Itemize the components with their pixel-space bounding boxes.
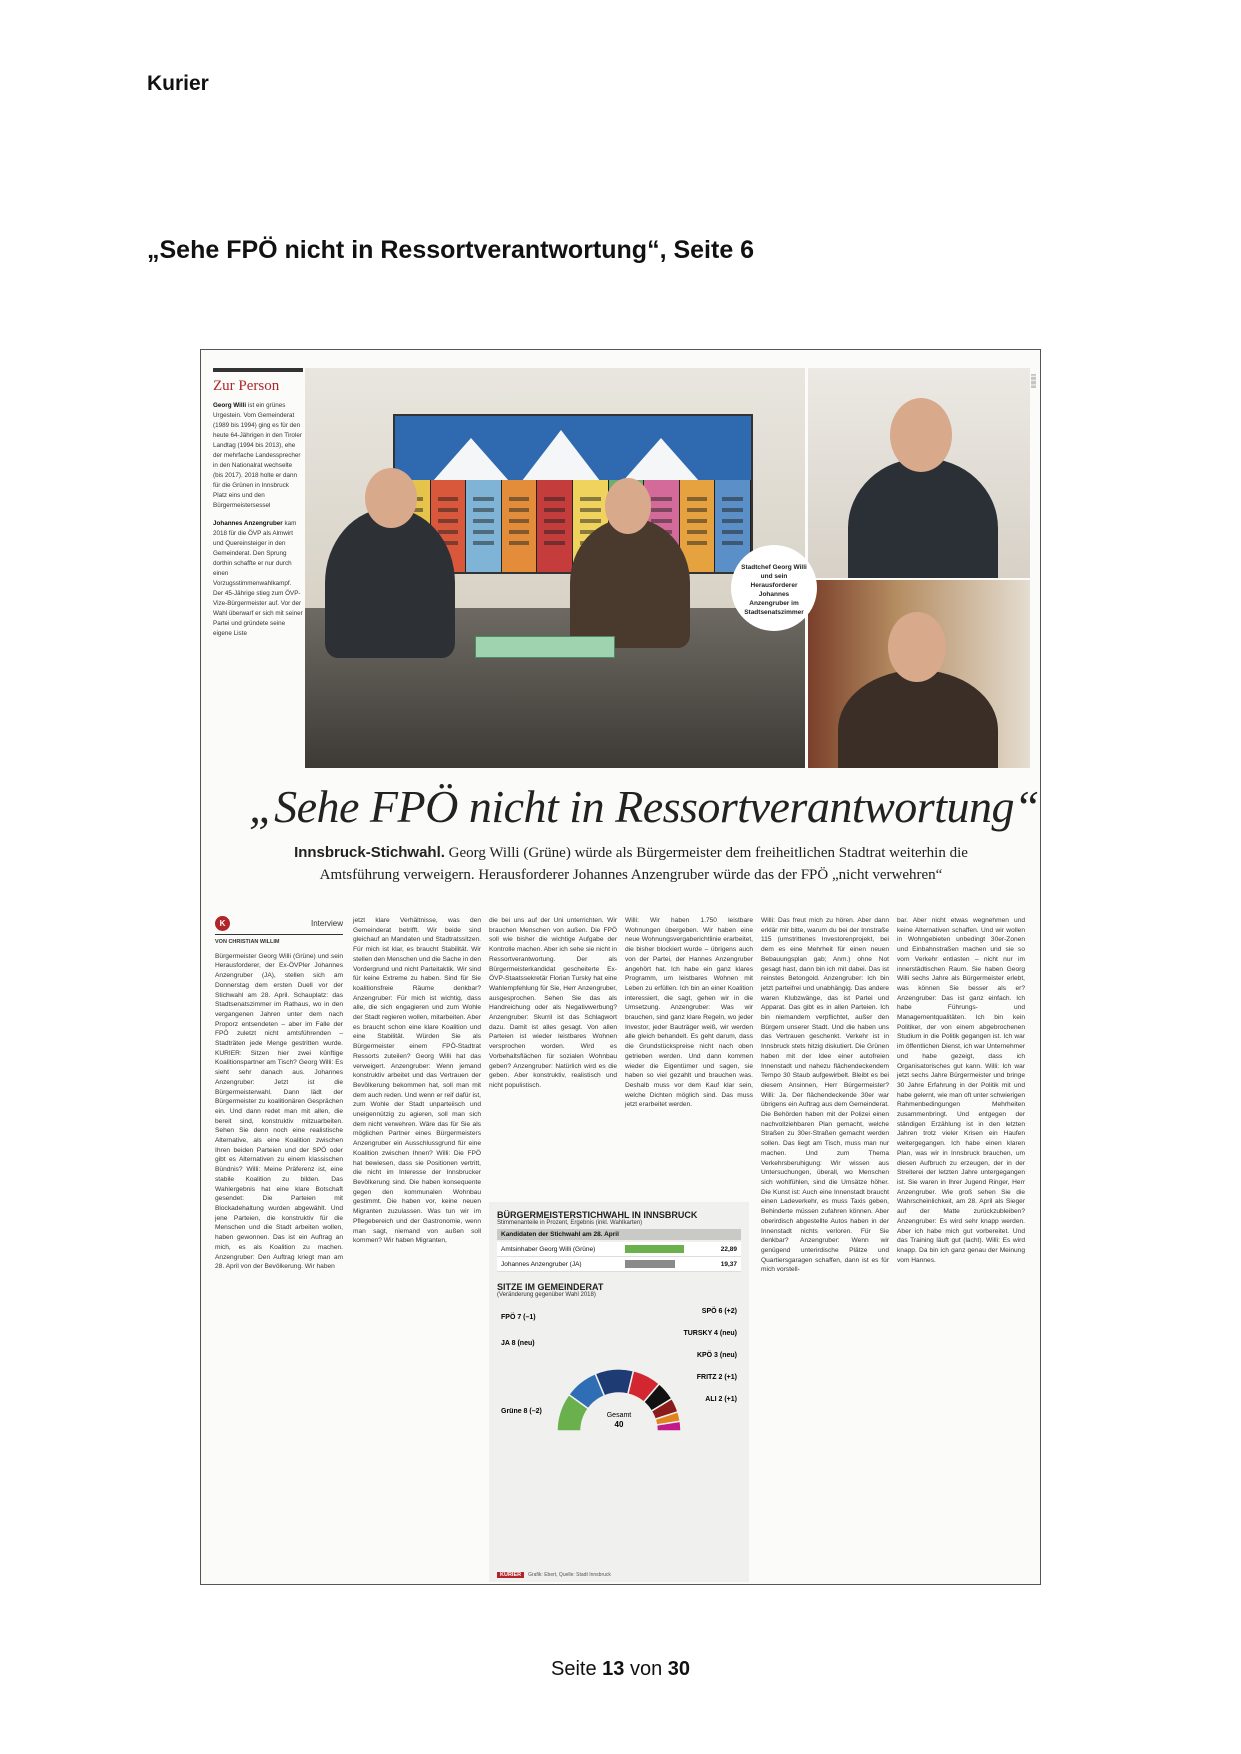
seats-subtitle: (Veränderung gegenüber Wahl 2018) — [497, 1292, 596, 1298]
kurier-logo: KURIER — [497, 1572, 524, 1578]
sidebar-rule — [213, 368, 303, 372]
newspaper-clipping — [200, 349, 1041, 1585]
portrait-willi-photo — [808, 368, 1030, 578]
painting-house — [466, 480, 502, 572]
portrait-anzengruber-body — [838, 670, 998, 768]
article-column-5 — [761, 916, 889, 1275]
article-column-1 — [215, 916, 343, 1272]
candidate-name: Amtsinhaber Georg Willi (Grüne) — [501, 1245, 596, 1253]
candidate-bar — [625, 1260, 675, 1268]
article-column-6 — [897, 916, 1025, 1265]
party-label: TURSKY 4 (neu) — [683, 1330, 737, 1337]
source-text: Grafik: Ebert, Quelle: Stadt Innsbruck — [528, 1572, 611, 1578]
footer-total: 30 — [667, 1658, 691, 1680]
dek — [261, 842, 1001, 886]
anzengruber-name: Johannes Anzengruber — [213, 520, 283, 527]
sidebar-anzengruber — [213, 519, 303, 639]
party-label: KPÖ 3 (neu) — [696, 1352, 737, 1359]
chart-source — [497, 1572, 611, 1578]
willi-name: Georg Willi — [213, 402, 247, 409]
column-text: Willi: Das freut mich zu hören. Aber dann erklär mir bitte, warum du bei der Innstraße 115 (umstrittenes Investorenprojekt, bei dem es eine Mehrheit für einen neuen Bebauungsplan gab; Anm.) ohne Not gesagt hast, dann bin ich mit dabei. Das ist reinstes Betongold. Anzengruber: Ich bin jetzt parteifrei und unabhängig. Das andere waren Klubzwänge, das ist Partei und Apparat. Das gibt es in allen Parteien. Ich bin niemandem verpflichtet, außer den Bürgern unserer Stadt. Und die haben uns das Vertrauen geschenkt. Verkehr ist in Innsbruck stets hitzig diskutiert. Die Grünen haben mit der Idee einer autofreien Innenstadt und nahezu flächendeckendem Tempo 30 Staub aufgewirbelt. Bleibt es bei diesem Ansinnen, Herr Bürgermeister? Willi: Ja. Der flächendeckende 30er war übrigens ein Auftrag aus dem Gemeinderat. Die Behörden haben mit der Polizei einen nachvollziehbaren Plan gemacht, welche Straßen zu 30er-Straßen gemacht werden sollen. Das liegt am Tisch, muss man nur machen. Und zum Thema Verkehrsberuhigung: Wir wissen aus Untersuchungen, überall, wo Menschen sich wohlfühlen, sind die Umsätze höher. Die Kunst ist: Auch eine Innenstadt braucht einen Ladeverkehr, es muss Taxis geben, Behinderte müssen zufahren können. Aber oberirdisch abgestellte Autos haben in der Innenstadt nichts verloren. Für Sie denkbar? Anzengruber: Wenn wir genügend unterirdische Plätze und Quartiersgaragen schaffen, dann ist es für mich vorstell- — [761, 917, 889, 1274]
party-label: ALI 2 (+1) — [705, 1396, 737, 1403]
chart-subtitle: Stimmenanteile in Prozent, Ergebnis (inkl. Wahlkarten) — [497, 1220, 643, 1226]
publication-name: Kurier — [147, 72, 209, 95]
article-column-2 — [353, 916, 481, 1246]
chart-band: Kandidaten der Stichwahl am 28. April — [497, 1229, 741, 1240]
willi-bio: ist ein grünes Urgestein. Vom Gemeinderat (1989 bis 1994) ging es für den heute 64-Jährigen in den Tiroler Landtag (1994 bis 2013), ehe der mehrfache Landessprecher in den Nationalrat wechselte (bis 2017). 2018 holte er dann für die Grünen in Innsbruck Platz eins und den Bürgermeistersessel — [213, 402, 302, 509]
head-anzengruber — [605, 478, 651, 534]
candidate-bar — [625, 1245, 684, 1253]
party-label: FRITZ 2 (+1) — [696, 1374, 737, 1381]
person-willi — [325, 508, 455, 658]
column-text: die bei uns auf der Uni unterrichten. Wir brauchen Menschen von außen. Die FPÖ soll wie bisher die wichtige Aufgabe der Kontrolle machen. Aber ich sehe sie nicht in Ressortverantwortung. Der als Bürgermeisterkandidat gescheiterte Ex-ÖVP-Staatssekretär Florian Tursky hat eine Wahlempfehlung für Sie, Herr Anzengruber, ausgesprochen. Sehen Sie das als Handreichung oder als Negativwerbung? Anzengruber: Skurril ist das Schlagwort dazu. Damit ist alles gesagt. Von allen Parteien ist wieder leistbares Wohnen versprochen worden. Wird es Vorbehaltsflächen für sozialen Wohnbau geben? Anzengruber: Natürlich wird es die geben. Aber konstruktiv, realistisch und nicht populistisch. — [489, 917, 617, 1089]
column-text: Willi: Wir haben 1.750 leistbare Wohnungen übergeben. Wir haben eine neue Wohnungsvergaberichtlinie erarbeitet, die bisher blockiert wurde – übrigens auch von der Partei, der Hannes Anzengruber angehört hat. Ich habe ein ganz klares Programm, um leistbares Wohnen mit Leben zu erfüllen. Ich bin an einer Koalition interessiert, die sagt, gehen wir in die Umsetzung. Anzengruber: Was wir brauchen, sind ganz klare Regeln, wo jeder Investor, jeder Bauträger weiß, wir werden alle gleich behandelt. Es geht darum, dass die Grundstückspreise nicht nach oben getrieben werden. Und dann kommen wieder die Eigentümer und sagen, sie haben so viel gezahlt und brauchen was. Deshalb muss vor dem Kauf klar sein, welche Dichten möglich sind. Das muss jetzt erarbeitet werden. — [625, 917, 753, 1109]
photo-credit: ||||||||||| — [1030, 374, 1036, 389]
portrait-anzengruber-head — [888, 612, 946, 682]
party-label: Grüne 8 (–2) — [501, 1408, 542, 1415]
painting-house — [502, 480, 538, 572]
party-label: SPÖ 6 (+2) — [701, 1308, 737, 1315]
portrait-anzengruber-photo — [808, 580, 1030, 768]
column-text: Bürgermeister Georg Willi (Grüne) und sein Herausforderer, der Ex-ÖVPler Johannes Anzengruber (JA), stellen sich am Donnerstag dem ersten Duell vor der Stichwahl am 28. April. Schauplatz: das Stadtsenatszimmer im Rathaus, wo in den vergangenen Jahren unter dem nach Proporz entsendeten – aber im Falle der FPÖ zuletzt nicht amtsführenden – Stadträten jede Menge gestritten wurde. KURIER: Sitzen hier zwei künftige Koalitionspartner am Tisch? Georg Willi: Es sieht sehr danach aus. Johannes Anzengruber: Jetzt ist die Bürgermeisterwahl. Dann lädt der Bürgermeister zu koalitionären Gesprächen ein. Und dann redet man mit allen, die bereit sind, konstruktiv mitzuarbeiten. Sehen Sie denn noch eine realistische Alternative, als eine Koalition zwischen Ihren beiden Parteien und der SPÖ oder gibt es Alternativen zu einem klassischen Bündnis? Willi: Meine Präferenz ist, eine stabile Koalition zu bilden. Das Wahlergebnis hat eine klare Botschaft gesendet: Die Parteien mit Blockadehaltung wurden abgewählt. Und jene Parteien, die konstruktiv für die Menschen und die Stadt arbeiten wollen, haben gewonnen. Das ist ein Auftrag an mich, es als Koalition zu machen. Anzengruber: Den Auftrag kriegt man am 28. April von der Bevölkerung. Wir haben — [215, 952, 343, 1271]
portrait-willi-head — [890, 398, 952, 472]
election-chart — [489, 1202, 749, 1582]
dek-text: Georg Willi (Grüne) würde als Bürgermeister dem freiheitlichen Stadtrat weiterhin die Amtsführung verweigern. Herausforderer Johannes Anzengruber würde das der FPÖ „nicht verwehren“ — [319, 845, 968, 883]
candidate-value: 22,89 — [720, 1245, 737, 1253]
column-text: bar. Aber nicht etwas wegnehmen und keine Alternativen schaffen. Und wir wollen in Wohngebieten unbedingt 30er-Zonen und Einbahnstraßen machen und sie so vom Verkehr entlasten – nicht nur im innerstädtischen Raum. Sie haben Georg Willi sechs Jahre als Bürgermeister erlebt, was können Sie besser als er? Anzengruber: Das ist ganz einfach. Ich habe Führungs- und Managementqualitäten. Ich bin kein Politiker, der von einem abgebrochenen Studium in die Politik gegangen ist. Ich war im öffentlichen Dienst, ich war Unternehmer und habe gezeigt, dass ich Organisatorisches gut kann. Willi: Ich war jetzt sechs Jahre Bürgermeister und bringe 30 Jahre Erfahrung in der Politik mit und habe gelernt, wie man oft unter schwierigen Rahmenbedingungen Mehrheiten zusammenbringt. Und entgegen der ständigen Erzählung ist in den letzten Jahren trotz vieler Krisen ein Haufen weitergegangen. Ich habe einen klaren Plan, was wir in Innsbruck brauchen, um diesen Aufbruch zu erzeugen, der in der Streiterei der letzten Jahre untergegangen ist. Sie waren in Ihrer Jugend Ringer, Herr Anzengruber. Wie groß sehen Sie die Wahrscheinlichkeit, am 28. April als Sieger auf der Matte zurückzubleiben? Anzengruber: Es wird sehr knapp werden. Aber ich habe mich gut vorbereitet. Und das Training läuft gut (lacht). Willi: Es wird knapp. Da bin ich ganz genau der Meinung vom Hannes. — [897, 917, 1025, 1264]
interview-badge — [215, 916, 343, 935]
green-binder — [475, 636, 615, 658]
seats-semicircle — [497, 1301, 741, 1451]
sidebar-title: Zur Person — [213, 378, 280, 394]
headline: „Sehe FPÖ nicht in Ressortverantwortung“ — [249, 781, 1040, 832]
article-column-3 — [489, 916, 617, 1091]
footer-prefix: Seite — [550, 1658, 597, 1680]
candidate-value: 19,37 — [720, 1260, 737, 1268]
painting-house — [537, 480, 573, 572]
page-footer — [0, 1658, 1241, 1681]
portrait-willi-body — [848, 458, 998, 578]
candidate-row — [497, 1242, 741, 1257]
footer-middle: von — [629, 1658, 663, 1680]
party-label: FPÖ 7 (–1) — [501, 1314, 536, 1321]
candidate-name: Johannes Anzengruber (JA) — [501, 1260, 582, 1268]
dek-lead: Innsbruck-Stichwahl. — [294, 844, 445, 861]
interview-label: Interview — [310, 918, 343, 928]
seats-title: SITZE IM GEMEINDERAT — [497, 1282, 604, 1292]
article-column-4 — [625, 916, 753, 1110]
column-text: jetzt klare Verhältnisse, was den Gemeinderat betrifft. Wir beide sind gleichauf an Mandaten und Stadtratssitzen. Für mich ist klar, es braucht Stabilität. Wir stellen den Menschen und die Sache in den Vordergrund und nicht Parteitaktik. Wir sind für keine Extreme zu haben. Sind für Sie koalitionsfreie Räume denkbar? Anzengruber: Für mich ist wichtig, dass alle, die sich engagieren und zum Wohle der Stadt regieren wollen, mitarbeiten. Aber es braucht schon eine klare Koalition und eine Stabilität. Würden Sie als Bürgermeister einem FPÖ-Stadtrat Ressorts zuteilen? Georg Willi hat das verweigert. Anzengruber: Wenn jemand konstruktiv arbeitet und das Vertrauen der Bevölkerung bekommen hat, soll man mit dem auch reden. Und wenn er reif dafür ist, zum Wohle der Stadt unparteiisch und uneigennützig zu agieren, soll man sich dem nicht verwehren. Wäre das für Sie als möglichen Partner eines Bürgermeisters Anzengruber ein Ausschlussgrund für eine Koalition zwischen Ihnen? Willi: Die FPÖ hat bewiesen, dass sie Positionen vertritt, die nicht im Interesse der Innsbrucker Bevölkerung sind. Die haben konsequente gegen den kommunalen Wohnbau gestimmt. Die haben vor, keine neuen Migranten zuzulassen. Was tun wir im Pflegebereich und der Gastronomie, wenn man sagt, niemand von außen soll kommen? Wir haben Migranten, — [353, 917, 481, 1245]
main-photo — [305, 368, 805, 768]
person-anzengruber — [570, 518, 690, 648]
seats-total-value: 40 — [614, 1420, 624, 1429]
photo-caption: Stadtchef Georg Willi und sein Herausforderer Johannes Anzengruber im Stadtsenatszimmer — [731, 545, 817, 631]
party-label: JA 8 (neu) — [501, 1340, 535, 1347]
chart-title: BÜRGERMEISTERSTICHWAHL IN INNSBRUCK — [497, 1210, 698, 1220]
zur-person-sidebar — [213, 368, 303, 639]
anzengruber-bio: kam 2018 für die ÖVP als Almwirt und Quereinsteiger in den Gemeinderat. Den Sprung dorthin schaffte er nur durch einen Vorzugsstimmenwahlkampf. Der 45-Jährige stieg zum ÖVP-Vize-Bürgermeister auf. Vor der Wahl überwarf er sich mit seiner Partei und gründete seine eigene Liste — [213, 520, 303, 637]
footer-page: 13 — [602, 1658, 625, 1680]
sidebar-willi — [213, 401, 303, 511]
seats-total-label: Gesamt — [606, 1412, 632, 1419]
head-willi — [365, 468, 417, 528]
article-title: „Sehe FPÖ nicht in Ressortverantwortung“, Seite 6 — [147, 236, 755, 264]
kurier-k-icon: K — [215, 916, 230, 931]
candidate-row — [497, 1257, 741, 1272]
byline: VON CHRISTIAN WILLIM — [215, 939, 280, 945]
